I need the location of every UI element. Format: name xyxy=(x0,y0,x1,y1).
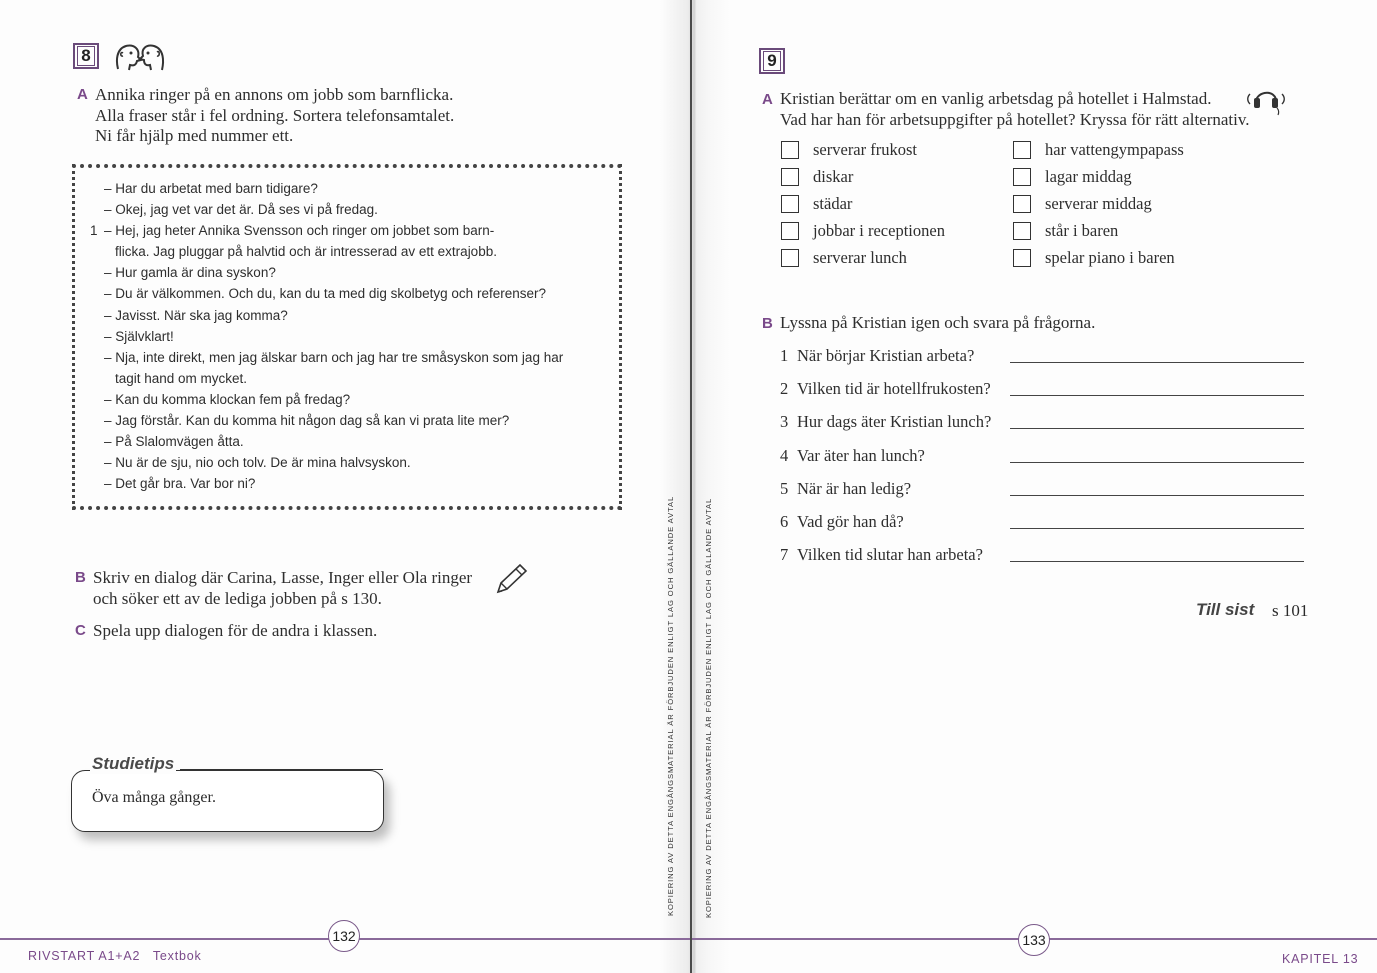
option-label: serverar middag xyxy=(1045,194,1152,213)
dialogue-line xyxy=(96,431,596,452)
dialogue-line xyxy=(96,368,596,389)
instruction-line: Annika ringer på en annons om jobb som barnflicka. xyxy=(95,85,454,104)
question-number: 7 xyxy=(780,545,789,564)
part-c-letter: C xyxy=(75,622,86,639)
footer-book-title: RIVSTART A1+A2 Textbok xyxy=(28,949,202,963)
dialogue-line xyxy=(90,220,596,241)
answer-line[interactable] xyxy=(1010,395,1304,396)
page-number-left: 132 xyxy=(328,920,360,952)
talking-heads-icon xyxy=(114,41,166,73)
question-text: Var äter han lunch? xyxy=(797,446,925,465)
exercise-number-8: 8 xyxy=(73,43,99,69)
dialogue-line-text: – På Slalomvägen åtta. xyxy=(104,434,244,450)
dialogue-line xyxy=(96,452,596,473)
option-label: har vattengympapass xyxy=(1045,140,1184,159)
dialogue-line-text: – Har du arbetat med barn tidigare? xyxy=(104,181,318,196)
dialogue-line-text: – Kan du komma klockan fem på fredag? xyxy=(104,391,351,407)
part-a-letter: A xyxy=(762,91,773,108)
dialogue-line-text: – Nu är de sju, nio och tolv. De är mina halvsyskon. xyxy=(104,455,411,471)
option-label: lagar middag xyxy=(1045,167,1132,186)
dialogue-line-text: – Självklart! xyxy=(104,328,174,344)
study-tip-text: Öva många gånger. xyxy=(92,789,216,806)
instruction-line: Ni får hjälp med nummer ett. xyxy=(95,126,294,145)
study-tip-title: Studietips xyxy=(92,754,175,773)
question-number: 3 xyxy=(780,412,789,431)
answer-checkbox[interactable] xyxy=(781,141,799,159)
page-number-right: 133 xyxy=(1018,924,1050,956)
part-b-letter: B xyxy=(762,315,773,332)
dialogue-line xyxy=(96,178,596,199)
option-label: serverar frukost xyxy=(813,140,917,159)
answer-checkbox[interactable] xyxy=(1013,168,1031,186)
option-label: serverar lunch xyxy=(813,248,907,267)
answer-line[interactable] xyxy=(1010,561,1304,562)
answer-checkbox[interactable] xyxy=(1013,222,1031,240)
option-label: diskar xyxy=(813,167,854,186)
pencil-icon xyxy=(494,562,528,596)
part-c-instruction: Spela upp dialogen för de andra i klassen. xyxy=(93,621,378,640)
answer-checkbox[interactable] xyxy=(781,195,799,213)
dialogue-line-text: tagit hand om mycket. xyxy=(115,370,248,386)
dialogue-line-text: – Du är välkommen. Och du, kan du ta med dig skolbetyg och referenser? xyxy=(104,286,546,302)
dialogue-line-text: – Okej, jag vet var det är. Då ses vi på fredag. xyxy=(104,202,378,218)
dialogue-line-text: – Javisst. När ska jag komma? xyxy=(104,307,288,323)
question-number: 1 xyxy=(780,346,789,365)
option-label: jobbar i receptionen xyxy=(813,221,945,240)
dialogue-line xyxy=(96,283,596,304)
answer-checkbox[interactable] xyxy=(781,249,799,267)
part-b-letter: B xyxy=(75,569,86,586)
instruction-line: Alla fraser står i fel ordning. Sortera telefonsamtalet. xyxy=(95,105,455,125)
answer-checkbox[interactable] xyxy=(1013,249,1031,267)
answer-checkbox[interactable] xyxy=(781,168,799,186)
dialogue-line-text: – Hej, jag heter Annika Svensson och ringer om jobbet som barn- xyxy=(104,223,495,239)
part-a-instructions xyxy=(95,85,454,147)
question-text: Hur dags äter Kristian lunch? xyxy=(797,412,992,431)
till-sist-reference: s 101 xyxy=(1272,601,1309,620)
answer-line[interactable] xyxy=(1010,362,1304,363)
option-label: spelar piano i baren xyxy=(1045,248,1175,267)
instruction-line: Kristian berättar om en vanlig arbetsdag på hotellet i Halmstad. xyxy=(780,89,1212,108)
dialogue-line-number: 1 xyxy=(90,223,98,239)
copyright-notice: KOPIERING AV DETTA ENGÅNGSMATERIAL ÄR FÖRBJUDEN ENLIGT LAG OCH GÄLLANDE AVTAL xyxy=(666,495,675,916)
dialogue-line-text: – Det går bra. Var bor ni? xyxy=(104,476,256,492)
dialogue-line xyxy=(96,473,596,494)
headphones-icon xyxy=(1244,84,1288,116)
dialogue-line-text: flicka. Jag pluggar på halvtid och är intresserad av ett extrajobb. xyxy=(115,244,497,260)
instruction-line: Skriv en dialog där Carina, Lasse, Inger eller Ola ringer xyxy=(93,568,473,587)
copyright-notice: KOPIERING AV DETTA ENGÅNGSMATERIAL ÄR FÖRBJUDEN ENLIGT LAG OCH GÄLLANDE AVTAL xyxy=(704,497,713,918)
question-text: Vilken tid slutar han arbeta? xyxy=(797,545,983,564)
dialogue-line-text: – Jag förstår. Kan du komma hit någon dag så kan vi prata lite mer? xyxy=(104,413,510,429)
question-text: Vad gör han då? xyxy=(797,512,904,531)
option-label: städar xyxy=(813,194,853,213)
answer-checkbox[interactable] xyxy=(1013,141,1031,159)
answer-line[interactable] xyxy=(1010,462,1304,463)
answer-line[interactable] xyxy=(1010,428,1304,429)
exercise-number-9: 9 xyxy=(759,48,785,74)
dialogue-list xyxy=(90,178,596,494)
dialogue-line xyxy=(96,389,596,410)
part-a-letter: A xyxy=(77,86,88,103)
part-b-instructions xyxy=(93,568,472,609)
book-spine xyxy=(690,0,692,973)
answer-checkbox[interactable] xyxy=(781,222,799,240)
dialogue-line xyxy=(96,326,596,347)
question-number: 6 xyxy=(780,512,789,531)
part-a-instructions xyxy=(780,89,1250,130)
question-number: 2 xyxy=(780,379,789,398)
answer-line[interactable] xyxy=(1010,528,1304,529)
option-label: står i baren xyxy=(1045,221,1119,240)
question-text: När börjar Kristian arbeta? xyxy=(797,346,975,365)
dialogue-line xyxy=(96,410,596,431)
dialogue-line xyxy=(96,262,596,283)
dialogue-line xyxy=(96,241,596,262)
question-number: 4 xyxy=(780,446,789,465)
study-tip-rule xyxy=(180,769,383,770)
dialogue-line-text: – Hur gamla är dina syskon? xyxy=(104,265,276,281)
dialogue-line xyxy=(96,199,596,220)
answer-checkbox[interactable] xyxy=(1013,195,1031,213)
question-text: Vilken tid är hotellfrukosten? xyxy=(797,379,991,398)
question-number: 5 xyxy=(780,479,789,498)
till-sist-label: Till sist xyxy=(1196,600,1255,619)
instruction-line: och söker ett av de lediga jobben på s 130. xyxy=(93,588,382,608)
question-text: När är han ledig? xyxy=(797,479,912,498)
dialogue-line xyxy=(96,347,596,368)
part-b-intro: Lyssna på Kristian igen och svara på frågorna. xyxy=(780,313,1096,332)
dialogue-line-text: – Nja, inte direkt, men jag älskar barn och jag har tre småsyskon som jag har xyxy=(104,349,564,365)
dialogue-line xyxy=(96,305,596,326)
footer-chapter: KAPITEL 13 xyxy=(1282,952,1359,966)
instruction-line: Vad har han för arbetsuppgifter på hotellet? Kryssa för rätt alternativ. xyxy=(780,109,1250,129)
answer-line[interactable] xyxy=(1010,495,1304,496)
